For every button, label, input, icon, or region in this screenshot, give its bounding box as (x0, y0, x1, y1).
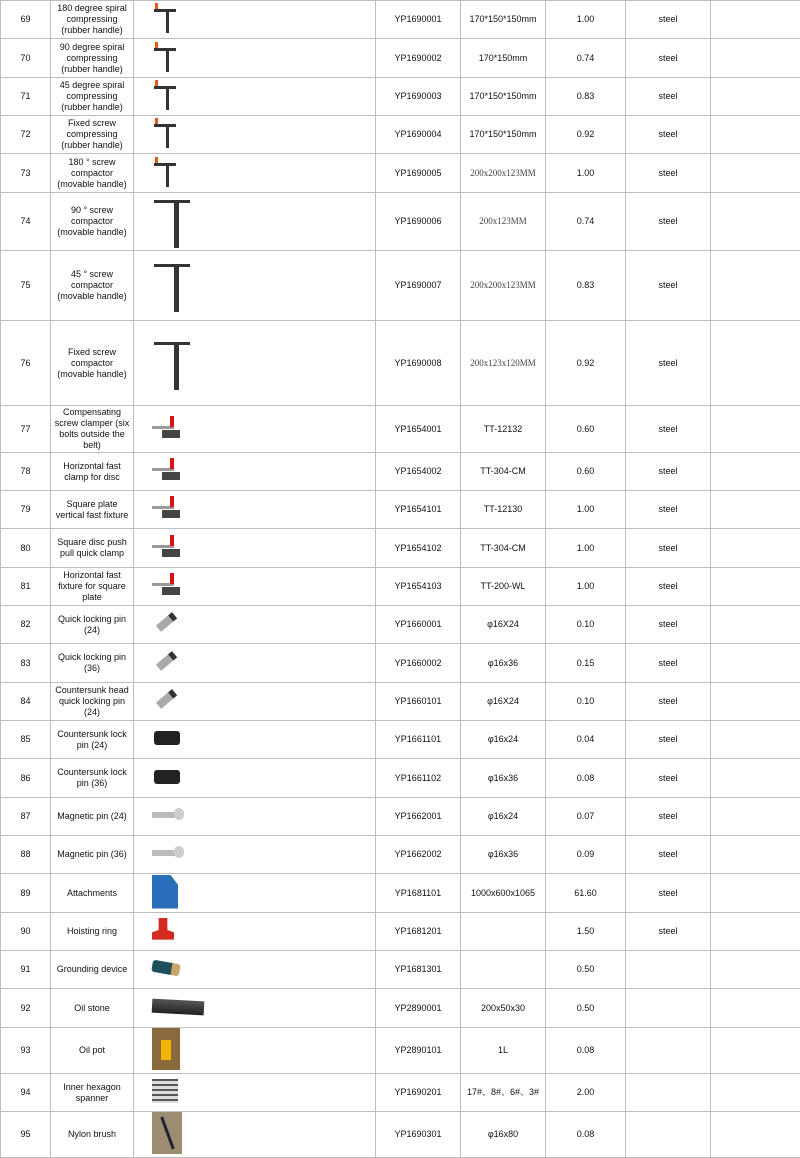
table-row (1, 683, 800, 721)
material-cell: steel (626, 78, 711, 116)
product-code-cell: YP1661102 (376, 759, 461, 798)
oil-stone-icon (152, 998, 205, 1015)
product-name-cell: Inner hexagon spanner (51, 1074, 134, 1112)
extra-cell (711, 568, 800, 606)
material-cell: steel (626, 321, 711, 406)
image-cell (134, 568, 376, 606)
image-cell (134, 39, 376, 78)
lock-pin-icon (152, 727, 180, 749)
weight-cell: 1.00 (546, 491, 626, 529)
product-code-cell: YP1654002 (376, 453, 461, 491)
product-code-cell: YP2890101 (376, 1028, 461, 1074)
product-code-cell: YP1681301 (376, 951, 461, 989)
weight-cell: 0.83 (546, 251, 626, 321)
product-code-cell: YP1654102 (376, 529, 461, 568)
product-name-cell: Oil stone (51, 989, 134, 1028)
table-row (1, 836, 800, 874)
t-clamp-big-icon (152, 194, 192, 246)
specification-cell: TT-304-CM (461, 529, 546, 568)
specification-cell: φ16x80 (461, 1112, 546, 1158)
weight-cell: 0.09 (546, 836, 626, 874)
weight-cell: 0.74 (546, 193, 626, 251)
product-name-cell: Fixed screw compressing (rubber handle) (51, 116, 134, 154)
row-number-cell: 78 (1, 453, 51, 491)
specification-cell: 200x200x123MM (461, 154, 546, 193)
image-cell (134, 951, 376, 989)
row-number-cell: 86 (1, 759, 51, 798)
specification-cell (461, 913, 546, 951)
row-number-cell: 93 (1, 1028, 51, 1074)
row-number-cell: 71 (1, 78, 51, 116)
product-code-cell: YP1654001 (376, 406, 461, 453)
row-number-cell: 69 (1, 1, 51, 39)
product-code-cell: YP1660001 (376, 606, 461, 644)
image-cell (134, 683, 376, 721)
weight-cell: 0.83 (546, 78, 626, 116)
extra-cell (711, 836, 800, 874)
table-row (1, 453, 800, 491)
t-clamp-icon (152, 3, 178, 33)
product-name-cell: Attachments (51, 874, 134, 913)
row-number-cell: 91 (1, 951, 51, 989)
weight-cell: 0.07 (546, 798, 626, 836)
table-row (1, 874, 800, 913)
row-number-cell: 77 (1, 406, 51, 453)
weight-cell: 0.60 (546, 453, 626, 491)
table-row (1, 1112, 800, 1158)
product-code-cell: YP1662002 (376, 836, 461, 874)
weight-cell: 0.15 (546, 644, 626, 683)
product-name-cell: 45 degree spiral compressing (rubber handle) (51, 78, 134, 116)
magnetic-pin-icon (152, 845, 186, 861)
product-code-cell: YP1690301 (376, 1112, 461, 1158)
specification-cell: φ16x36 (461, 759, 546, 798)
table-row (1, 951, 800, 989)
weight-cell: 0.08 (546, 1112, 626, 1158)
material-cell: steel (626, 759, 711, 798)
row-number-cell: 82 (1, 606, 51, 644)
material-cell: steel (626, 874, 711, 913)
table-row (1, 568, 800, 606)
weight-cell: 0.74 (546, 39, 626, 78)
extra-cell (711, 1074, 800, 1112)
table-row (1, 251, 800, 321)
t-clamp-big-icon (152, 258, 192, 310)
specification-cell: TT-12130 (461, 491, 546, 529)
product-code-cell: YP1681101 (376, 874, 461, 913)
image-cell (134, 321, 376, 406)
magnetic-pin-icon (152, 807, 186, 823)
extra-cell (711, 913, 800, 951)
weight-cell: 0.50 (546, 951, 626, 989)
table-row (1, 491, 800, 529)
hoisting-ring-icon (152, 918, 174, 942)
image-cell (134, 193, 376, 251)
material-cell: steel (626, 721, 711, 759)
material-cell: steel (626, 683, 711, 721)
extra-cell (711, 1112, 800, 1158)
locking-pin-icon (152, 612, 174, 634)
table-row (1, 78, 800, 116)
image-cell (134, 798, 376, 836)
image-cell (134, 989, 376, 1028)
t-clamp-big-icon (152, 336, 192, 388)
t-clamp-icon (152, 80, 178, 110)
specification-cell: 200x123MM (461, 193, 546, 251)
table-row (1, 1, 800, 39)
image-cell (134, 251, 376, 321)
product-code-cell: YP1654101 (376, 491, 461, 529)
image-cell (134, 1074, 376, 1112)
extra-cell (711, 606, 800, 644)
material-cell: steel (626, 644, 711, 683)
grounding-device-icon (151, 960, 181, 977)
weight-cell: 1.50 (546, 913, 626, 951)
weight-cell: 0.04 (546, 721, 626, 759)
extra-cell (711, 874, 800, 913)
product-name-cell: 90 degree spiral compressing (rubber handle) (51, 39, 134, 78)
product-code-cell: YP1690002 (376, 39, 461, 78)
material-cell (626, 1112, 711, 1158)
product-code-cell: YP1690007 (376, 251, 461, 321)
image-cell (134, 759, 376, 798)
table-row (1, 321, 800, 406)
product-name-cell: Countersunk lock pin (36) (51, 759, 134, 798)
extra-cell (711, 529, 800, 568)
weight-cell: 61.60 (546, 874, 626, 913)
row-number-cell: 84 (1, 683, 51, 721)
t-clamp-icon (152, 118, 178, 148)
material-cell: steel (626, 913, 711, 951)
row-number-cell: 79 (1, 491, 51, 529)
image-cell (134, 606, 376, 644)
table-row (1, 606, 800, 644)
image-cell (134, 491, 376, 529)
image-cell (134, 1112, 376, 1158)
specification-cell: TT-12132 (461, 406, 546, 453)
product-code-cell: YP1690008 (376, 321, 461, 406)
extra-cell (711, 759, 800, 798)
image-cell (134, 644, 376, 683)
image-cell (134, 721, 376, 759)
product-name-cell: Hoisting ring (51, 913, 134, 951)
product-name-cell: Magnetic pin (24) (51, 798, 134, 836)
image-cell (134, 1, 376, 39)
image-cell (134, 529, 376, 568)
specification-cell: φ16X24 (461, 606, 546, 644)
table-row (1, 529, 800, 568)
product-code-cell: YP1690006 (376, 193, 461, 251)
specification-cell: φ16x24 (461, 721, 546, 759)
material-cell (626, 1028, 711, 1074)
material-cell: steel (626, 453, 711, 491)
t-clamp-icon (152, 157, 178, 187)
material-cell: steel (626, 606, 711, 644)
specification-cell: 200x50x30 (461, 989, 546, 1028)
table-row (1, 1028, 800, 1074)
product-code-cell: YP1690201 (376, 1074, 461, 1112)
table-row (1, 798, 800, 836)
row-number-cell: 90 (1, 913, 51, 951)
material-cell: steel (626, 798, 711, 836)
table-row (1, 644, 800, 683)
product-name-cell: Countersunk lock pin (24) (51, 721, 134, 759)
table-row (1, 1074, 800, 1112)
specification-cell: 17#、8#、6#、3# (461, 1074, 546, 1112)
material-cell: steel (626, 39, 711, 78)
material-cell: steel (626, 116, 711, 154)
row-number-cell: 83 (1, 644, 51, 683)
specification-cell: φ16X24 (461, 683, 546, 721)
product-name-cell: Horizontal fast fixture for square plate (51, 568, 134, 606)
product-name-cell: Square disc push pull quick clamp (51, 529, 134, 568)
specification-cell (461, 951, 546, 989)
row-number-cell: 92 (1, 989, 51, 1028)
specification-cell: 170*150mm (461, 39, 546, 78)
product-name-cell: 45 ° screw compactor (movable handle) (51, 251, 134, 321)
extra-cell (711, 1028, 800, 1074)
locking-pin-icon (152, 689, 174, 711)
weight-cell: 1.00 (546, 154, 626, 193)
weight-cell: 0.10 (546, 683, 626, 721)
image-cell (134, 453, 376, 491)
specification-cell: φ16x36 (461, 836, 546, 874)
product-code-cell: YP2890001 (376, 989, 461, 1028)
image-cell (134, 78, 376, 116)
table-row (1, 116, 800, 154)
specification-cell: 170*150*150mm (461, 116, 546, 154)
extra-cell (711, 1, 800, 39)
table-row (1, 154, 800, 193)
extra-cell (711, 644, 800, 683)
image-cell (134, 836, 376, 874)
product-code-cell: YP1654103 (376, 568, 461, 606)
product-name-cell: 90 ° screw compactor (movable handle) (51, 193, 134, 251)
extra-cell (711, 453, 800, 491)
weight-cell: 0.92 (546, 321, 626, 406)
product-name-cell: Grounding device (51, 951, 134, 989)
material-cell: steel (626, 193, 711, 251)
hex-spanner-icon (152, 1079, 178, 1103)
extra-cell (711, 951, 800, 989)
table-row (1, 989, 800, 1028)
image-cell (134, 406, 376, 453)
specification-cell: 200x123x120MM (461, 321, 546, 406)
extra-cell (711, 154, 800, 193)
material-cell: steel (626, 529, 711, 568)
table-row (1, 193, 800, 251)
weight-cell: 2.00 (546, 1074, 626, 1112)
product-code-cell: YP1690003 (376, 78, 461, 116)
specification-cell: φ16x36 (461, 644, 546, 683)
row-number-cell: 74 (1, 193, 51, 251)
table-row (1, 759, 800, 798)
locking-pin-icon (152, 651, 174, 673)
product-name-cell: Oil pot (51, 1028, 134, 1074)
toggle-clamp-icon (152, 416, 188, 440)
extra-cell (711, 406, 800, 453)
weight-cell: 0.08 (546, 1028, 626, 1074)
table-row (1, 406, 800, 453)
image-cell (134, 154, 376, 193)
row-number-cell: 89 (1, 874, 51, 913)
extra-cell (711, 193, 800, 251)
material-cell: steel (626, 251, 711, 321)
nylon-brush-icon (152, 1112, 182, 1154)
image-cell (134, 874, 376, 913)
weight-cell: 0.08 (546, 759, 626, 798)
image-cell (134, 116, 376, 154)
product-name-cell: 180 degree spiral compressing (rubber handle) (51, 1, 134, 39)
table-row (1, 721, 800, 759)
product-name-cell: Magnetic pin (36) (51, 836, 134, 874)
weight-cell: 0.92 (546, 116, 626, 154)
weight-cell: 0.60 (546, 406, 626, 453)
lock-pin-icon (152, 766, 180, 788)
row-number-cell: 87 (1, 798, 51, 836)
extra-cell (711, 989, 800, 1028)
row-number-cell: 80 (1, 529, 51, 568)
toggle-clamp-icon (152, 573, 188, 597)
product-name-cell: Square plate vertical fast fixture (51, 491, 134, 529)
product-code-cell: YP1690004 (376, 116, 461, 154)
image-cell (134, 913, 376, 951)
product-name-cell: Nylon brush (51, 1112, 134, 1158)
row-number-cell: 95 (1, 1112, 51, 1158)
material-cell: steel (626, 568, 711, 606)
row-number-cell: 81 (1, 568, 51, 606)
weight-cell: 0.10 (546, 606, 626, 644)
product-name-cell: Countersunk head quick locking pin (24) (51, 683, 134, 721)
extra-cell (711, 116, 800, 154)
product-code-cell: YP1660101 (376, 683, 461, 721)
material-cell: steel (626, 406, 711, 453)
specification-cell: TT-304-CM (461, 453, 546, 491)
toggle-clamp-icon (152, 496, 188, 520)
specification-cell: 1L (461, 1028, 546, 1074)
specification-cell: φ16x24 (461, 798, 546, 836)
specification-cell: 1000x600x1065 (461, 874, 546, 913)
material-cell: steel (626, 154, 711, 193)
product-name-cell: Quick locking pin (36) (51, 644, 134, 683)
table-row (1, 39, 800, 78)
material-cell (626, 1074, 711, 1112)
product-name-cell: Compensating screw clamper (six bolts outside the belt) (51, 406, 134, 453)
extra-cell (711, 251, 800, 321)
weight-cell: 0.50 (546, 989, 626, 1028)
extra-cell (711, 39, 800, 78)
extra-cell (711, 683, 800, 721)
product-code-cell: YP1690001 (376, 1, 461, 39)
row-number-cell: 72 (1, 116, 51, 154)
toggle-clamp-icon (152, 458, 188, 482)
extra-cell (711, 798, 800, 836)
weight-cell: 1.00 (546, 529, 626, 568)
material-cell (626, 951, 711, 989)
material-cell: steel (626, 1, 711, 39)
product-name-cell: Fixed screw compactor (movable handle) (51, 321, 134, 406)
specification-cell: TT-200-WL (461, 568, 546, 606)
toggle-clamp-icon (152, 535, 188, 559)
oil-pot-icon (152, 1028, 180, 1070)
product-code-cell: YP1690005 (376, 154, 461, 193)
product-code-cell: YP1662001 (376, 798, 461, 836)
product-name-cell: Horizontal fast clamp for disc (51, 453, 134, 491)
row-number-cell: 88 (1, 836, 51, 874)
extra-cell (711, 721, 800, 759)
material-cell: steel (626, 491, 711, 529)
extra-cell (711, 321, 800, 406)
row-number-cell: 94 (1, 1074, 51, 1112)
weight-cell: 1.00 (546, 568, 626, 606)
table-row (1, 913, 800, 951)
row-number-cell: 73 (1, 154, 51, 193)
product-code-cell: YP1661101 (376, 721, 461, 759)
specification-cell: 170*150*150mm (461, 1, 546, 39)
attachment-icon (152, 875, 178, 909)
weight-cell: 1.00 (546, 1, 626, 39)
product-code-cell: YP1660002 (376, 644, 461, 683)
image-cell (134, 1028, 376, 1074)
t-clamp-icon (152, 42, 178, 72)
row-number-cell: 85 (1, 721, 51, 759)
row-number-cell: 70 (1, 39, 51, 78)
product-code-cell: YP1681201 (376, 913, 461, 951)
row-number-cell: 75 (1, 251, 51, 321)
specification-cell: 200x200x123MM (461, 251, 546, 321)
product-name-cell: 180 ° screw compactor (movable handle) (51, 154, 134, 193)
material-cell (626, 989, 711, 1028)
material-cell: steel (626, 836, 711, 874)
product-name-cell: Quick locking pin (24) (51, 606, 134, 644)
specification-cell: 170*150*150mm (461, 78, 546, 116)
extra-cell (711, 78, 800, 116)
extra-cell (711, 491, 800, 529)
row-number-cell: 76 (1, 321, 51, 406)
